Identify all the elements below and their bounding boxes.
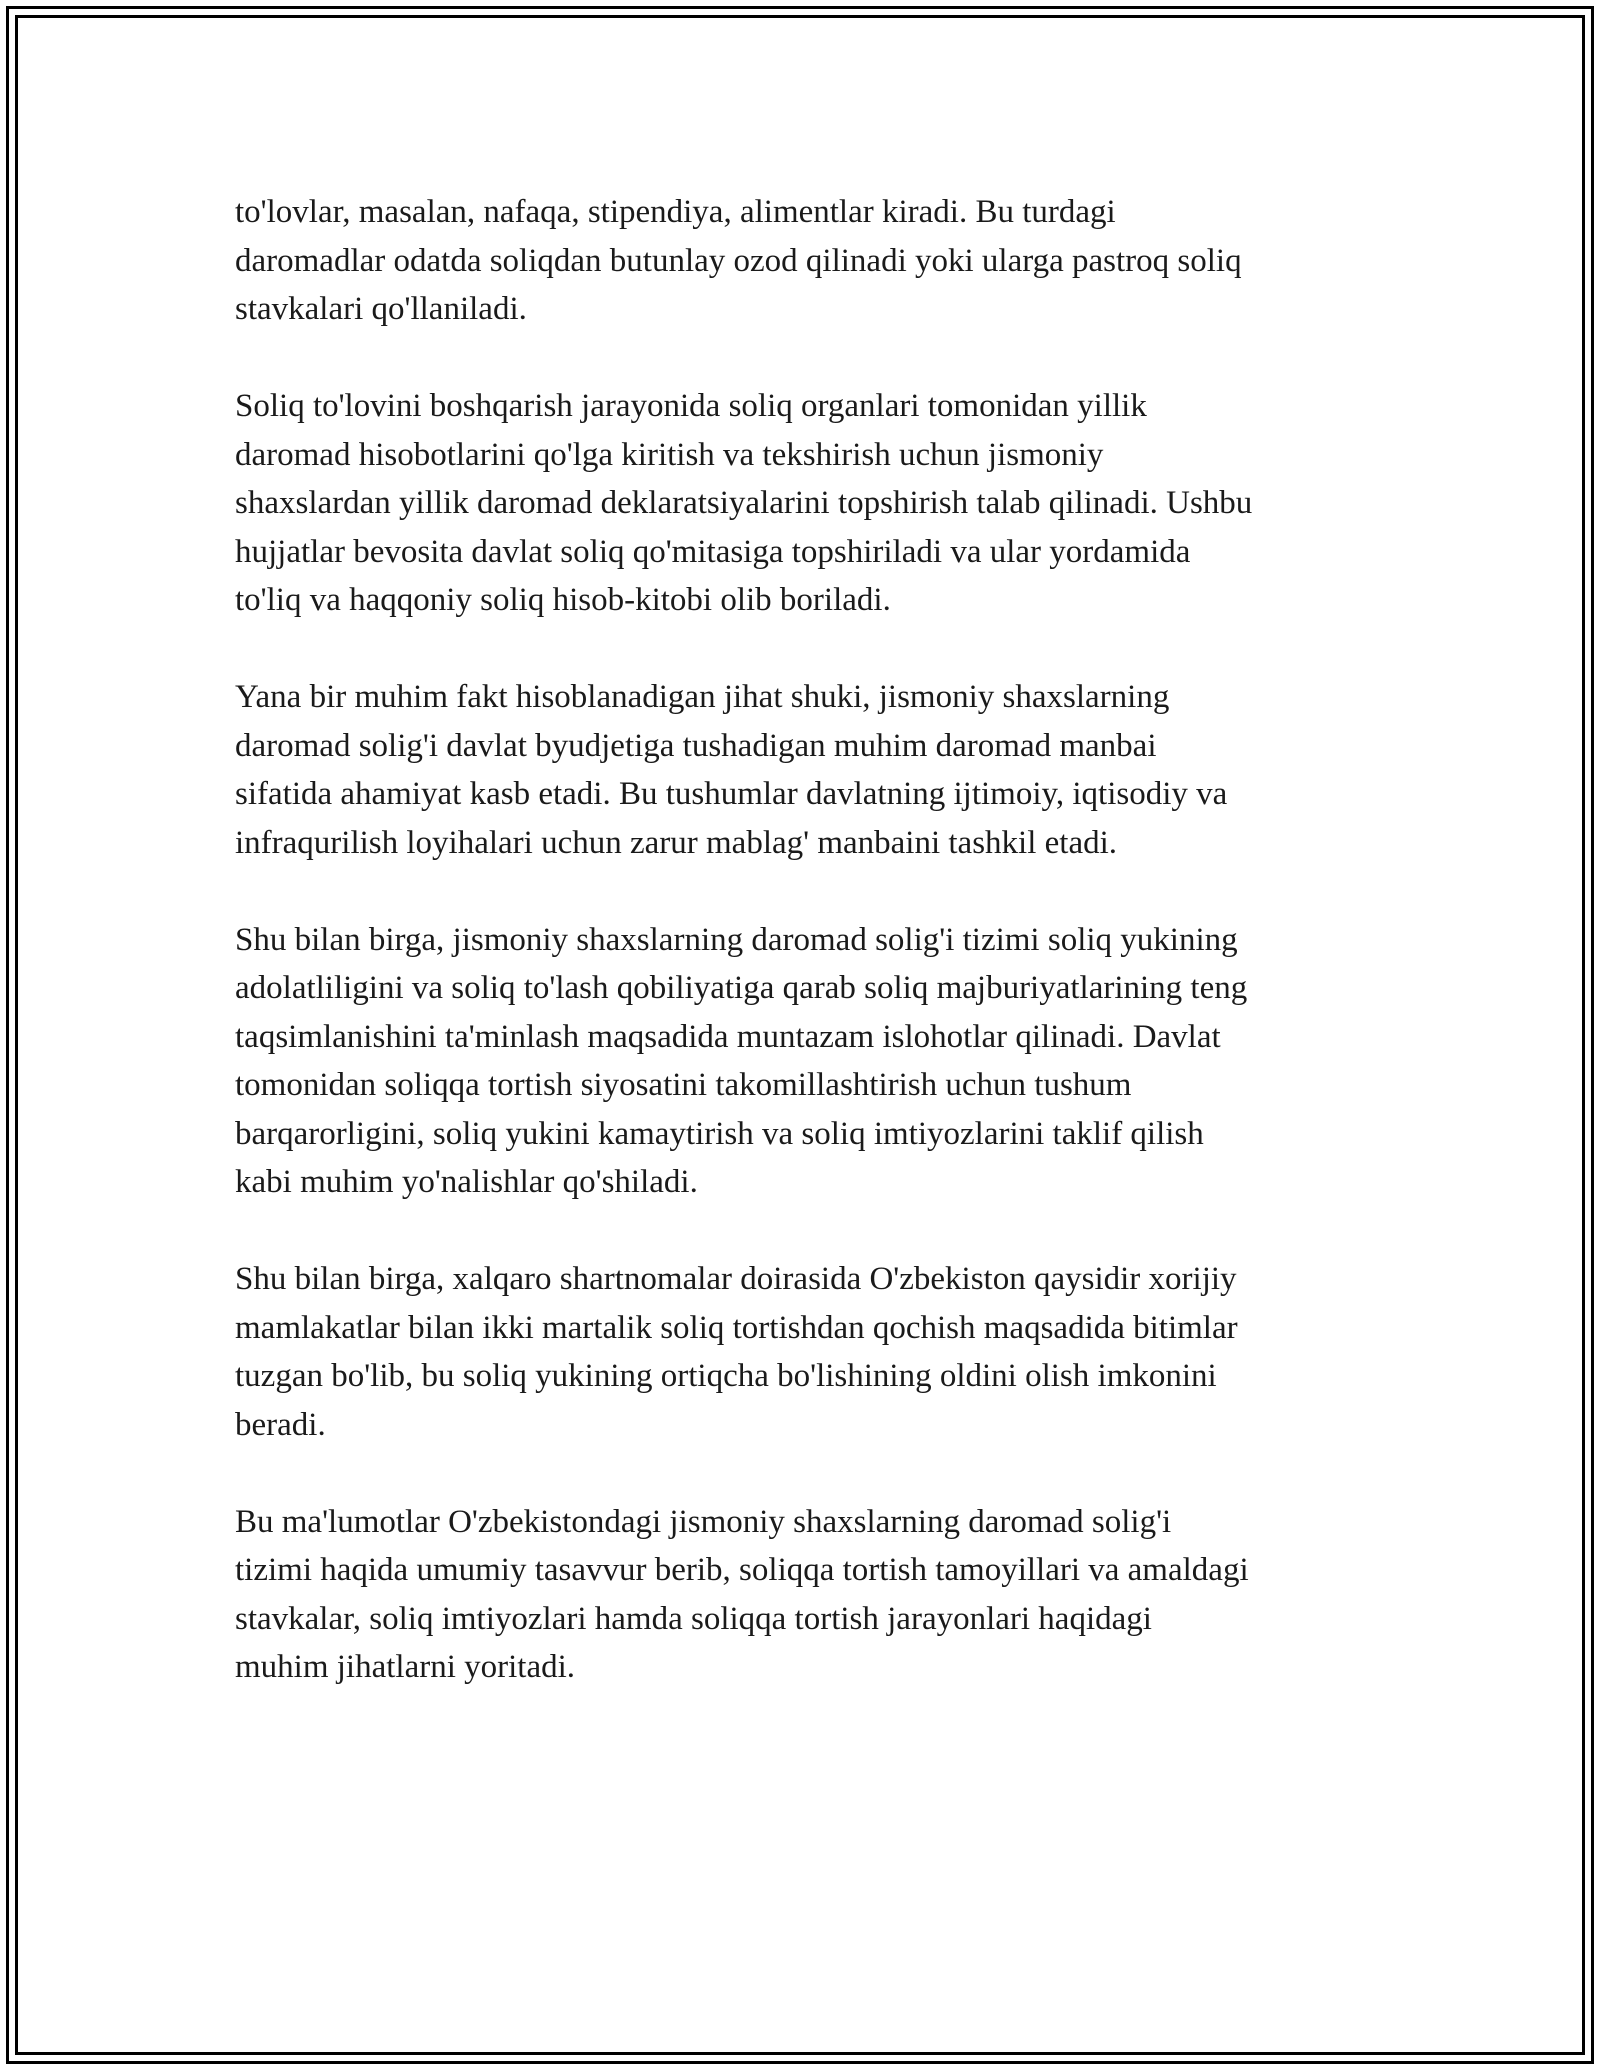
paragraph: to'lovlar, masalan, nafaqa, stipendiya, alimentlar kiradi. Bu turdagi daromadlar odatda soliqdan butunlay ozod qilinadi yoki ularga pastroq soliq stavkalari qo'llaniladi. [235,194,1242,327]
paragraph: Yana bir muhim fakt hisoblanadigan jihat shuki, jismoniy shaxslarning daromad solig'i davlat byudjetiga tushadigan muhim daromad manbai sifatida ahamiyat kasb etadi. Bu tushumlar davlatning ijtimoiy, iqtisodiy va infraqurilish loyihalari uchun zarur mablag' manbaini tashkil etadi. [235,679,1228,861]
document-body [235,188,1375,1740]
paragraph: Shu bilan birga, xalqaro shartnomalar doirasida O'zbekiston qaysidir xorijiy mamlakatlar bilan ikki martalik soliq tortishdan qochish maqsadida bitimlar tuzgan bo'lib, bu soliq yukining ortiqcha bo'lishining oldini olish imkonini beradi. [235,1261,1238,1443]
paragraph: Shu bilan birga, jismoniy shaxslarning daromad solig'i tizimi soliq yukining adolatliligini va soliq to'lash qobiliyatiga qarab soliq majburiyatlarining teng taqsimlanishini ta'minlash maqsadida muntazam islohotlar qilinadi. Davlat tomonidan soliqqa tortish siyosatini takomillashtirish uchun tushum barqarorligini, soliq yukini kamaytirish va soliq imtiyozlarini taklif qilish kabi muhim yo'nalishlar qo'shiladi. [235,921,1248,1200]
paragraph: Soliq to'lovini boshqarish jarayonida soliq organlari tomonidan yillik daromad hisobotlarini qo'lga kiritish va tekshirish uchun jismoniy shaxslardan yillik daromad deklaratsiyalarini topshirish talab qilinadi. Ushbu hujjatlar bevosita davlat soliq qo'mitasiga topshiriladi va ular yordamida to'liq va haqqoniy soliq hisob-kitobi olib boriladi. [235,388,1253,618]
paragraph: Bu ma'lumotlar O'zbekistondagi jismoniy shaxslarning daromad solig'i tizimi haqida umumiy tasavvur berib, soliqqa tortish tamoyillari va amaldagi stavkalar, soliq imtiyozlari hamda soliqqa tortish jarayonlari haqidagi muhim jihatlarni yoritadi. [235,1503,1249,1685]
